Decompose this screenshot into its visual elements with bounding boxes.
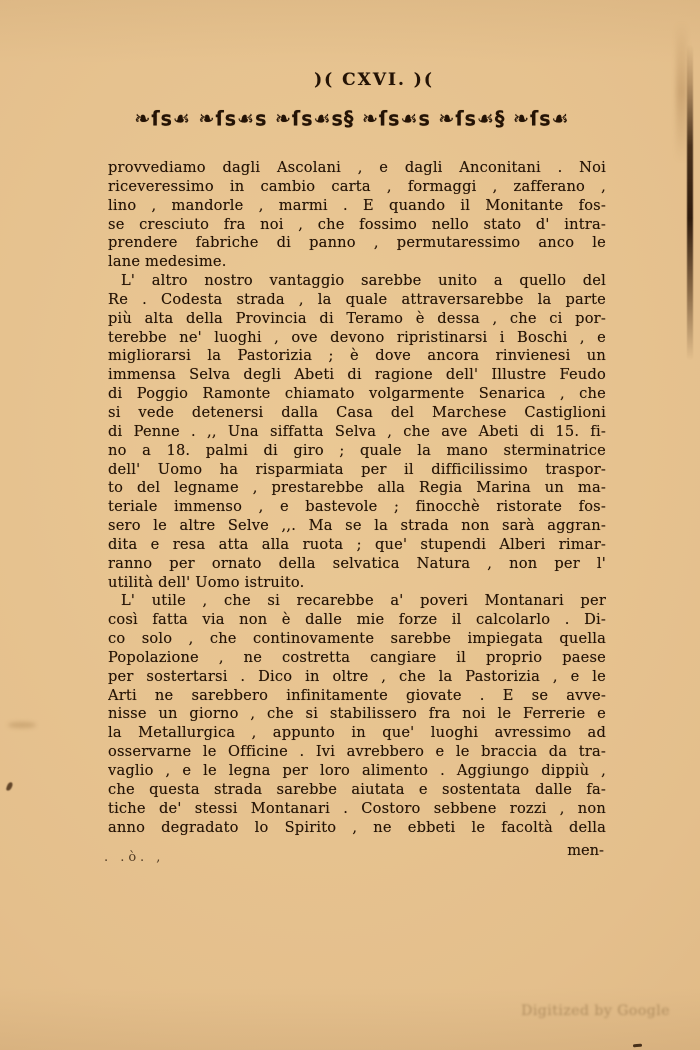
text-line: dita e resa atta alla ruota ; que' stupendi Alberi rimar-	[108, 535, 606, 553]
text-line: migliorarsi la Pastorizia ; è dove ancora rinvienesi un	[108, 347, 606, 365]
text-line: provvediamo dagli Ascolani , e dagli Anconitani . Noi	[108, 159, 606, 176]
text-line: L' altro nostro vantaggio sarebbe unito a quello del	[121, 272, 606, 290]
text-line: Re . Codesta strada , la quale attraversarebbe la parte	[108, 290, 606, 308]
text-line: utilità dell' Uomo istruito.	[108, 573, 305, 591]
text-line: immensa Selva degli Abeti di ragione dell' Illustre Feudo	[108, 366, 606, 384]
page-number-header: )( CXVI. )(	[314, 70, 434, 90]
text-line: di Poggio Ramonte chiamato volgarmente Senarica , che	[108, 385, 606, 403]
text-line: co solo , che continovamente sarebbe impiegata quella	[108, 630, 606, 648]
text-line: tiche de' stessi Montanari . Costoro sebbene rozzi , non	[108, 799, 606, 817]
text-line: Arti ne sarebbero infinitamente giovate . E se avve-	[108, 686, 606, 704]
scan-edge-artifact	[687, 45, 693, 360]
text-line: sero le altre Selve ,,. Ma se la strada non sarà aggran-	[108, 517, 606, 535]
text-line: to del legname , prestarebbe alla Regia Marina un ma-	[108, 479, 606, 497]
text-line: più alta della Provincia di Teramo è dessa , che ci por-	[108, 309, 606, 327]
text-line: L' utile , che si recarebbe a' poveri Montanari per	[121, 592, 606, 610]
text-line: si vede detenersi dalla Casa del Marchese Castiglioni	[108, 403, 606, 421]
text-line: teriale immenso , e bastevole ; finocchè ristorate fos-	[108, 498, 606, 516]
text-line: se cresciuto fra noi , che fossimo nello stato d' intra-	[108, 215, 606, 233]
text-line: riceveressimo in cambio carta , formaggi , zafferano ,	[108, 177, 606, 195]
text-line: nisse un giorno , che si stabilissero fra noi le Ferrerie e	[108, 705, 606, 723]
text-line: così fatta via non è dalle mie forze il calcolarlo . Di-	[108, 611, 606, 629]
text-line: prendere fabriche di panno , permutaressimo anco le	[108, 234, 606, 252]
catchword: men-	[567, 842, 604, 859]
ink-speck	[633, 1044, 642, 1048]
text-line: che questa strada sarebbe aiutata e sostentata dalle fa-	[108, 780, 606, 798]
text-line: dell' Uomo ha risparmiata per il difficilissimo traspor-	[108, 460, 606, 478]
paragraph	[108, 592, 606, 837]
text-line: lino , mandorle , marmi . E quando il Monitante fos-	[108, 196, 606, 214]
text-line: no a 18. palmi di giro ; quale la mano sterminatrice	[108, 441, 606, 459]
margin-smudge	[8, 722, 36, 728]
scan-edge-shadow	[676, 22, 687, 162]
text-line: vaglio , e le legna per loro alimento . Aggiungo dippiù ,	[108, 762, 606, 779]
stray-ink-mark	[6, 781, 14, 791]
fleuron-ornament-divider: ❧ſs☙ ❧ſs☙s ❧ſs☙s§ ❧ſs☙s ❧ſs☙§ ❧ſs☙	[134, 107, 570, 131]
text-line: anno degradato lo Spirito , ne ebbeti le facoltà della	[108, 818, 606, 836]
text-line: terebbe ne' luoghi , ove devono ripristinarsi i Boschi , e	[108, 328, 606, 346]
ink-smudge-text: . .ò. ,	[104, 850, 165, 865]
text-line: di Penne . ,, Una siffatta Selva , che ave Abeti di 15. fi-	[108, 422, 606, 440]
digitization-watermark: Digitized by Google	[521, 1003, 670, 1019]
text-line: ranno per ornato della selvatica Natura , non per l'	[108, 554, 606, 572]
paragraph	[108, 272, 606, 592]
paragraph	[108, 159, 606, 272]
text-line: per sostertarsi . Dico in oltre , che la Pastorizia , e le	[108, 667, 606, 685]
body-text-column	[108, 159, 606, 837]
text-line: lane medesime.	[108, 253, 227, 271]
text-line: Popolazione , ne costretta cangiare il proprio paese	[108, 648, 606, 666]
text-line: osservarne le Officine . Ivi avrebbero e le braccia da tra-	[108, 743, 606, 761]
text-line: la Metallurgica , appunto in que' luoghi avressimo ad	[108, 724, 606, 742]
